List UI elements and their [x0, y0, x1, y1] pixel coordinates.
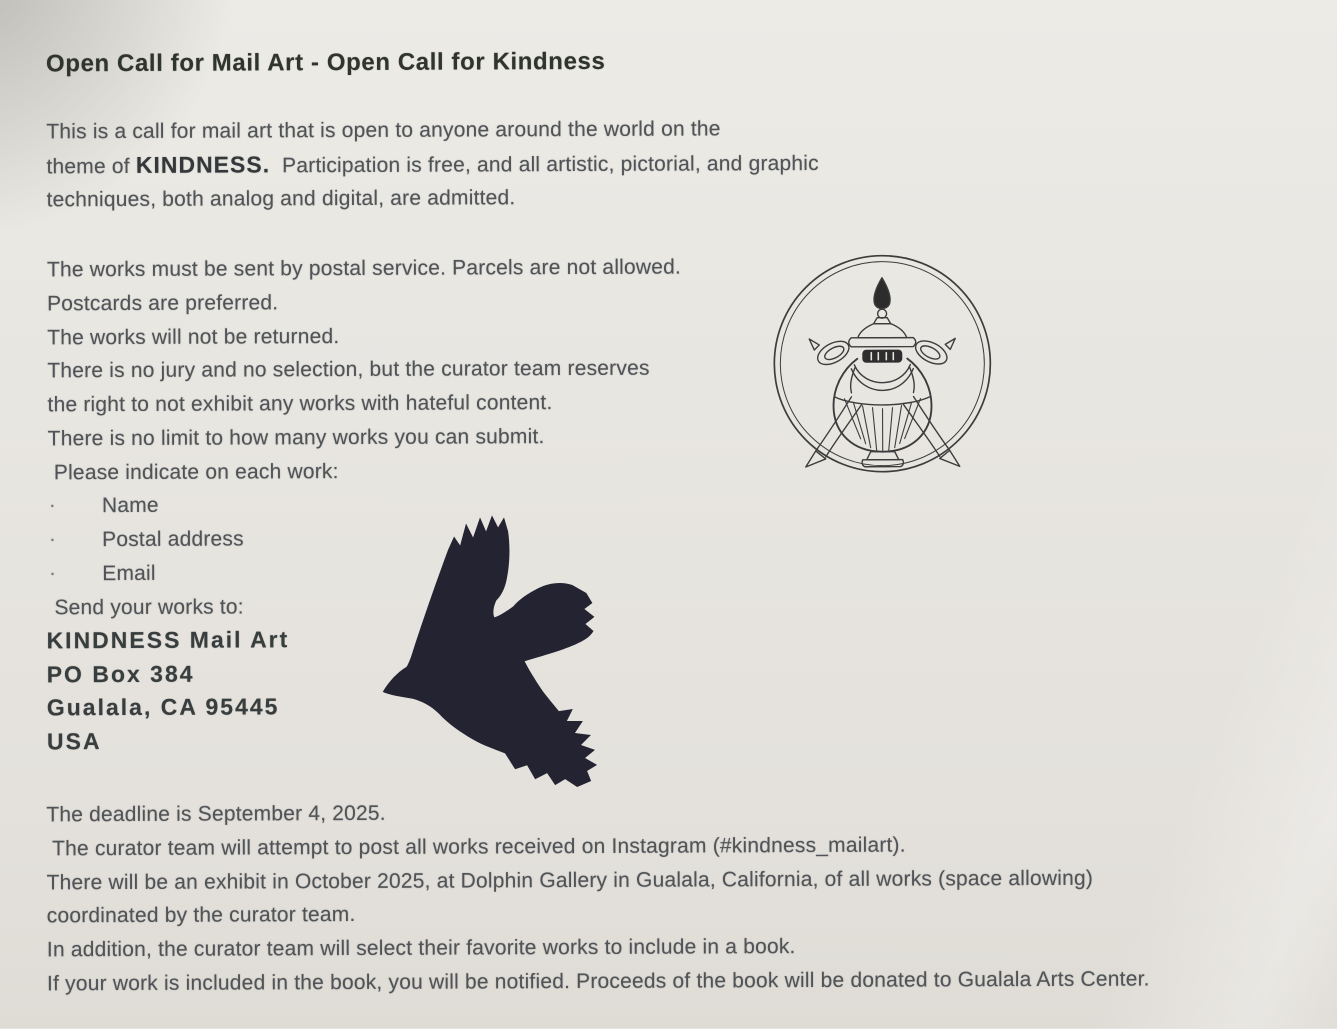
kindness-keyword: KINDNESS.: [135, 151, 271, 178]
flying-crow-silhouette-icon: [376, 503, 609, 800]
address-line: PO Box 384: [46, 660, 195, 687]
rules-line: The works will not be returned.: [47, 324, 340, 349]
details-line: The curator team will attempt to post all works received on Instagram (#kindness_mailart).: [46, 833, 906, 861]
address-line: Gualala, CA 95445: [46, 693, 280, 721]
bullet-dot-icon: ·: [49, 561, 57, 584]
intro-line: This is a call for mail art that is open to anyone around the world on the: [46, 117, 721, 144]
list-item: [49, 488, 244, 523]
list-item: [49, 522, 244, 557]
rules-line: Postcards are preferred.: [47, 291, 279, 316]
send-works-label: Send your works to:: [48, 595, 244, 620]
rules-line: the right to not exhibit any works with hateful content.: [47, 391, 553, 417]
intro-line2-pre: theme of: [46, 154, 136, 179]
list-item-label: Postal address: [102, 527, 244, 551]
bullet-dot-icon: ·: [48, 494, 56, 517]
details-line: The deadline is September 4, 2025.: [46, 801, 386, 827]
page-title: Open Call for Mail Art - Open Call for Kindness: [45, 47, 606, 78]
details-line: If your work is included in the book, you will be notified. Proceeds of the book will be donated to Gualala Arts Center.: [46, 967, 1150, 996]
list-item-label: Email: [102, 561, 156, 585]
list-item: [49, 556, 244, 591]
details-line: In addition, the curator team will select their favorite works to include in a book.: [46, 935, 796, 962]
address-line: KINDNESS Mail Art: [46, 626, 290, 654]
intro-line2-post: Participation is free, and all artistic, pictorial, and graphic: [270, 151, 819, 178]
details-line: There will be an exhibit in October 2025, at Dolphin Gallery in Gualala, California, of all works (space allowing): [46, 866, 1094, 894]
details-line: coordinated by the curator team.: [46, 903, 356, 928]
treasure-vase-emblem-icon: [767, 248, 998, 479]
rules-line: Please indicate on each work:: [47, 459, 339, 485]
bullet-dot-icon: ·: [49, 528, 57, 551]
rules-line: There is no limit to how many works you can submit.: [47, 425, 545, 451]
intro-paragraph: [46, 112, 819, 217]
indicate-list: [49, 488, 244, 590]
mailing-address: [46, 623, 289, 758]
intro-line: [46, 146, 819, 183]
rules-line: There is no jury and no selection, but the curator team reserves: [47, 357, 650, 383]
intro-line: techniques, both analog and digital, are admitted.: [46, 185, 516, 211]
rules-paragraph: [47, 251, 682, 490]
details-paragraph: [46, 794, 1149, 1002]
list-item-label: Name: [101, 493, 159, 518]
address-line: USA: [46, 727, 102, 755]
rules-line: The works must be sent by postal service. Parcels are not allowed.: [46, 255, 682, 282]
